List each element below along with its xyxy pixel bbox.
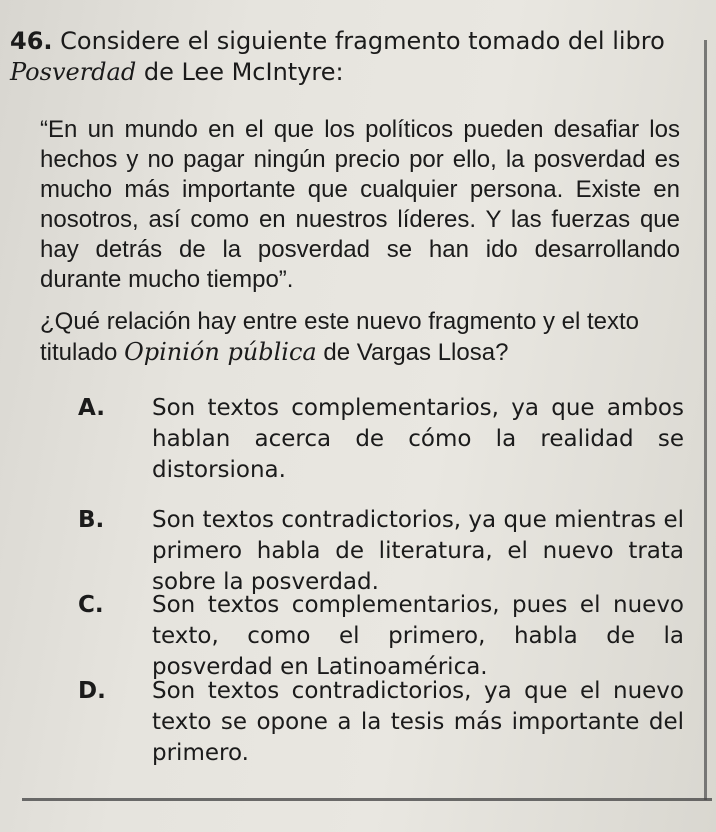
option-text: Son textos contradictorios, ya que mientras el primero habla de literatura, el nuevo trata sobre la posverdad. <box>152 507 685 595</box>
option-letter: D. <box>78 678 106 704</box>
prompt-text: ¿Qué relación hay entre este nuevo fragmento y el texto titulado <box>40 308 640 366</box>
bottom-divider-line <box>22 798 712 801</box>
question-number: 46. <box>10 27 53 55</box>
option-text: Son textos complementarios, pues el nuevo texto, como el primero, habla de la posverdad en Latinoamérica. <box>152 592 684 680</box>
option-letter: B. <box>78 507 105 533</box>
right-margin-line <box>704 40 707 800</box>
question-title-text: Considere el siguiente fragmento tomado del libro <box>52 27 665 55</box>
question-title-author: de Lee McIntyre: <box>136 58 344 86</box>
prompt-author: de Vargas Llosa? <box>316 339 509 366</box>
book-title: Posverdad <box>10 58 137 86</box>
quoted-fragment: “En un mundo en el que los políticos pueden desafiar los hechos y no pagar ningún precio por ello, la posverdad es mucho más importante que cualquier persona. Existe en nosotros, así como en nuestros líderes. Y las fuerzas que hay detrás de la posverdad se han ido desarrollando durante mucho tiempo”. <box>40 116 680 293</box>
question-heading <box>10 26 700 88</box>
referenced-text-title: Opinión pública <box>124 338 317 366</box>
option-letter: A. <box>78 395 105 421</box>
question-prompt <box>40 306 685 368</box>
option-text: Son textos complementarios, ya que ambos hablan acerca de cómo la realidad se distorsiona. <box>152 395 684 483</box>
option-text: Son textos contradictorios, ya que el nuevo texto se opone a la tesis más importante del primero. <box>152 678 684 766</box>
option-letter: C. <box>78 592 104 618</box>
